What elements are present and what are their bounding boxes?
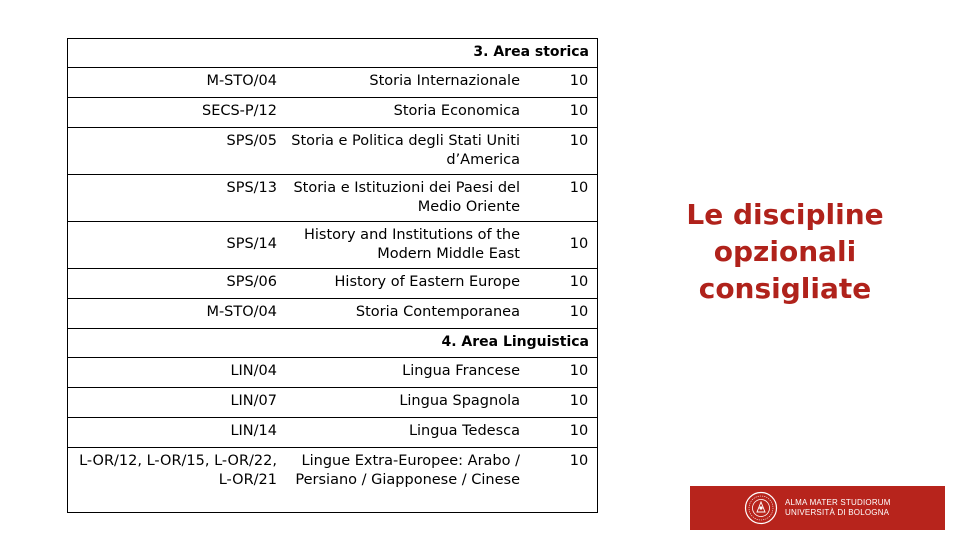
section-heading-text: 4. Area Linguistica bbox=[441, 334, 589, 350]
course-cfu: 10 bbox=[569, 393, 589, 409]
course-cfu: 10 bbox=[569, 103, 589, 119]
course-name: Storia Internazionale bbox=[369, 73, 520, 89]
course-cfu: 10 bbox=[569, 180, 589, 196]
table-row bbox=[68, 222, 597, 269]
table-row bbox=[68, 358, 597, 388]
course-code: SECS-P/12 bbox=[201, 103, 277, 119]
course-name: Lingua Tedesca bbox=[408, 423, 520, 439]
course-name: Storia e Politica degli Stati Uniti d’America bbox=[291, 133, 520, 168]
course-name: Lingua Francese bbox=[402, 363, 520, 379]
course-code: SPS/06 bbox=[226, 274, 277, 290]
course-name: History and Institutions of the Modern Middle East bbox=[303, 227, 520, 262]
course-cfu: 10 bbox=[569, 363, 589, 379]
table-row bbox=[68, 269, 597, 299]
course-cfu: 10 bbox=[569, 133, 589, 149]
course-cfu: 10 bbox=[569, 304, 589, 320]
table-row bbox=[68, 299, 597, 329]
table-row bbox=[68, 388, 597, 418]
table-row bbox=[68, 448, 597, 512]
course-name: Storia Contemporanea bbox=[355, 304, 520, 320]
slide-title: Le discipline opzionali consigliate bbox=[686, 198, 884, 305]
university-logo bbox=[690, 486, 945, 530]
course-cfu: 10 bbox=[569, 73, 589, 89]
course-code: LIN/14 bbox=[230, 423, 277, 439]
table-row bbox=[68, 128, 597, 175]
course-code: SPS/13 bbox=[226, 180, 277, 196]
course-cfu: 10 bbox=[569, 423, 589, 439]
course-name: Lingua Spagnola bbox=[399, 393, 520, 409]
course-code: LIN/07 bbox=[230, 393, 277, 409]
courses-table bbox=[67, 38, 598, 513]
course-code: SPS/05 bbox=[226, 133, 277, 149]
course-name: History of Eastern Europe bbox=[334, 274, 520, 290]
course-name: Storia Economica bbox=[393, 103, 520, 119]
course-code: M-STO/04 bbox=[206, 73, 277, 89]
university-seal-icon bbox=[744, 491, 778, 525]
table-row bbox=[68, 98, 597, 128]
table-row bbox=[68, 68, 597, 98]
section-heading-text: 3. Area storica bbox=[473, 44, 589, 60]
section-heading bbox=[68, 39, 597, 68]
course-name: Storia e Istituzioni dei Paesi del Medio Oriente bbox=[293, 180, 520, 215]
table-row bbox=[68, 418, 597, 448]
table-row bbox=[68, 175, 597, 222]
course-code: M-STO/04 bbox=[206, 304, 277, 320]
course-cfu: 10 bbox=[569, 274, 589, 290]
course-code: LIN/04 bbox=[230, 363, 277, 379]
course-name: Lingue Extra-Europee: Arabo / Persiano / Giapponese / Cinese bbox=[295, 453, 520, 488]
course-cfu: 10 bbox=[569, 236, 589, 252]
logo-text: ALMA MATER STUDIORUM UNIVERSITÀ DI BOLOGNA bbox=[785, 498, 891, 517]
section-heading bbox=[68, 329, 597, 358]
course-code: L-OR/12, L-OR/15, L-OR/22, L-OR/21 bbox=[79, 453, 277, 488]
course-cfu: 10 bbox=[569, 453, 589, 469]
course-code: SPS/14 bbox=[226, 236, 277, 252]
